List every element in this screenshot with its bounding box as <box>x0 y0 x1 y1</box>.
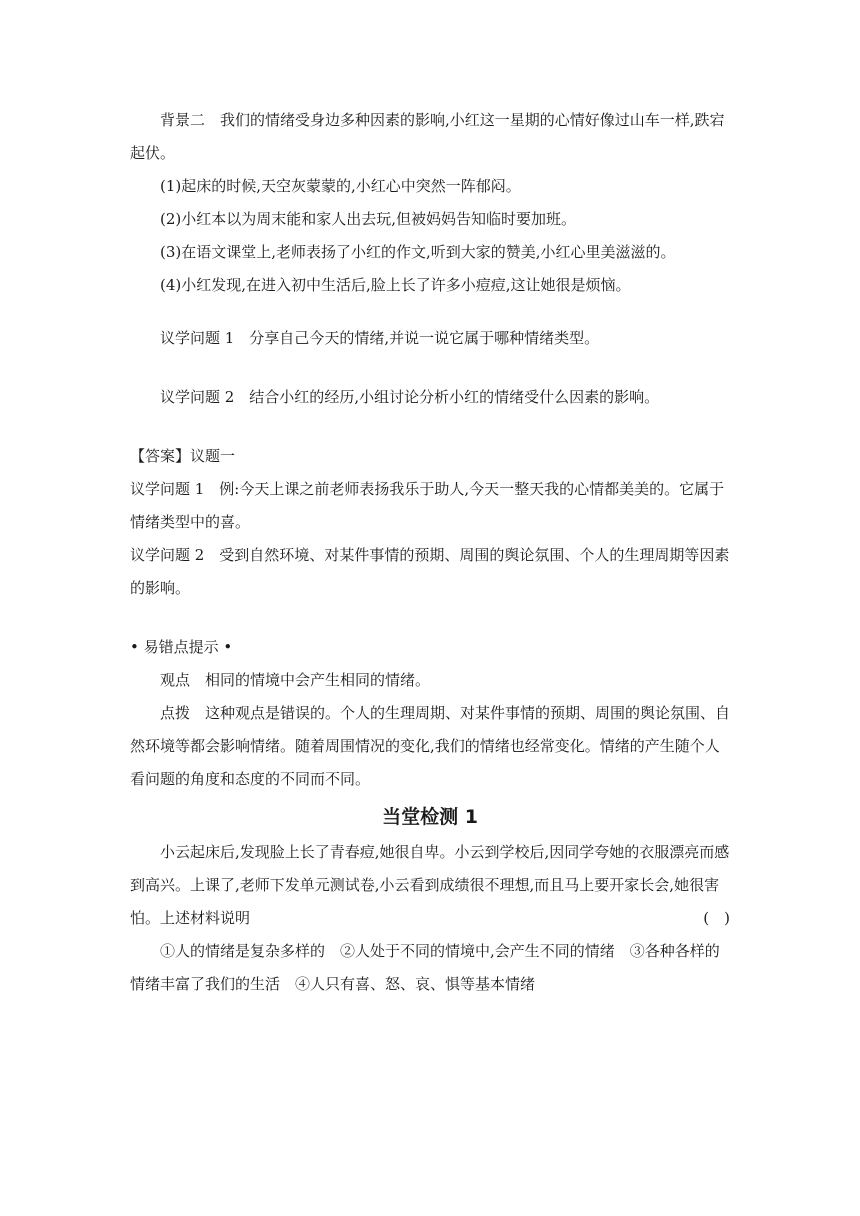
tips-explanation: 点拨 这种观点是错误的。个人的生理周期、对某件事情的预期、周围的舆论氛围、自然环境等都会影响情绪。随着周围情况的变化,我们的情绪也经常变化。情绪的产生随个人看问题的角度和态度的不同而不同。 <box>130 704 731 788</box>
answer-1: 议学问题 1 例:今天上课之前老师表扬我乐于助人,今天一整天我的心情都美美的。它属于情绪类型中的喜。 <box>130 480 725 531</box>
answer-heading: 【答案】议题一 <box>130 447 236 465</box>
question-1: 议学问题 1 分享自己今天的情绪,并说一说它属于哪种情绪类型。 <box>160 329 600 347</box>
answer-2: 议学问题 2 受到自然环境、对某件事情的预期、周围的舆论氛围、个人的生理周期等因素的影响。 <box>130 546 730 597</box>
background-item-2: (2)小红本以为周末能和家人出去玩,但被妈妈告知临时要加班。 <box>160 210 577 228</box>
test-stem-text: 小云起床后,发现脸上长了青春痘,她很自卑。小云到学校后,因同学夸她的衣服漂亮而感到高兴。上课了,老师下发单元测试卷,小云看到成绩很不理想,而且马上要开家长会,她很害怕。上述材料说明 <box>130 843 730 927</box>
question-2: 议学问题 2 结合小红的经历,小组讨论分析小红的情绪受什么因素的影响。 <box>160 388 660 406</box>
document-content <box>130 104 730 1001</box>
test-options: ①人的情绪是复杂多样的 ②人处于不同的情境中,会产生不同的情绪 ③各种各样的情绪丰富了我们的生活 ④人只有喜、怒、哀、惧等基本情绪 <box>130 942 720 993</box>
tips-heading: • 易错点提示 • <box>130 638 233 656</box>
background-item-3: (3)在语文课堂上,老师表扬了小红的作文,听到大家的赞美,小红心里美滋滋的。 <box>160 243 676 261</box>
answer-bracket: ( ) <box>703 909 730 927</box>
background-item-1: (1)起床的时候,天空灰蒙蒙的,小红心中突然一阵郁闷。 <box>160 177 521 195</box>
test-title: 当堂检测 1 <box>382 806 478 828</box>
background-item-4: (4)小红发现,在进入初中生活后,脸上长了许多小痘痘,这让她很是烦恼。 <box>160 276 631 294</box>
test-question-stem <box>130 836 730 935</box>
background-two-intro: 背景二 我们的情绪受身边多种因素的影响,小红这一星期的心情好像过山车一样,跌宕起伏。 <box>130 111 725 162</box>
tips-viewpoint: 观点 相同的情境中会产生相同的情绪。 <box>160 671 431 689</box>
